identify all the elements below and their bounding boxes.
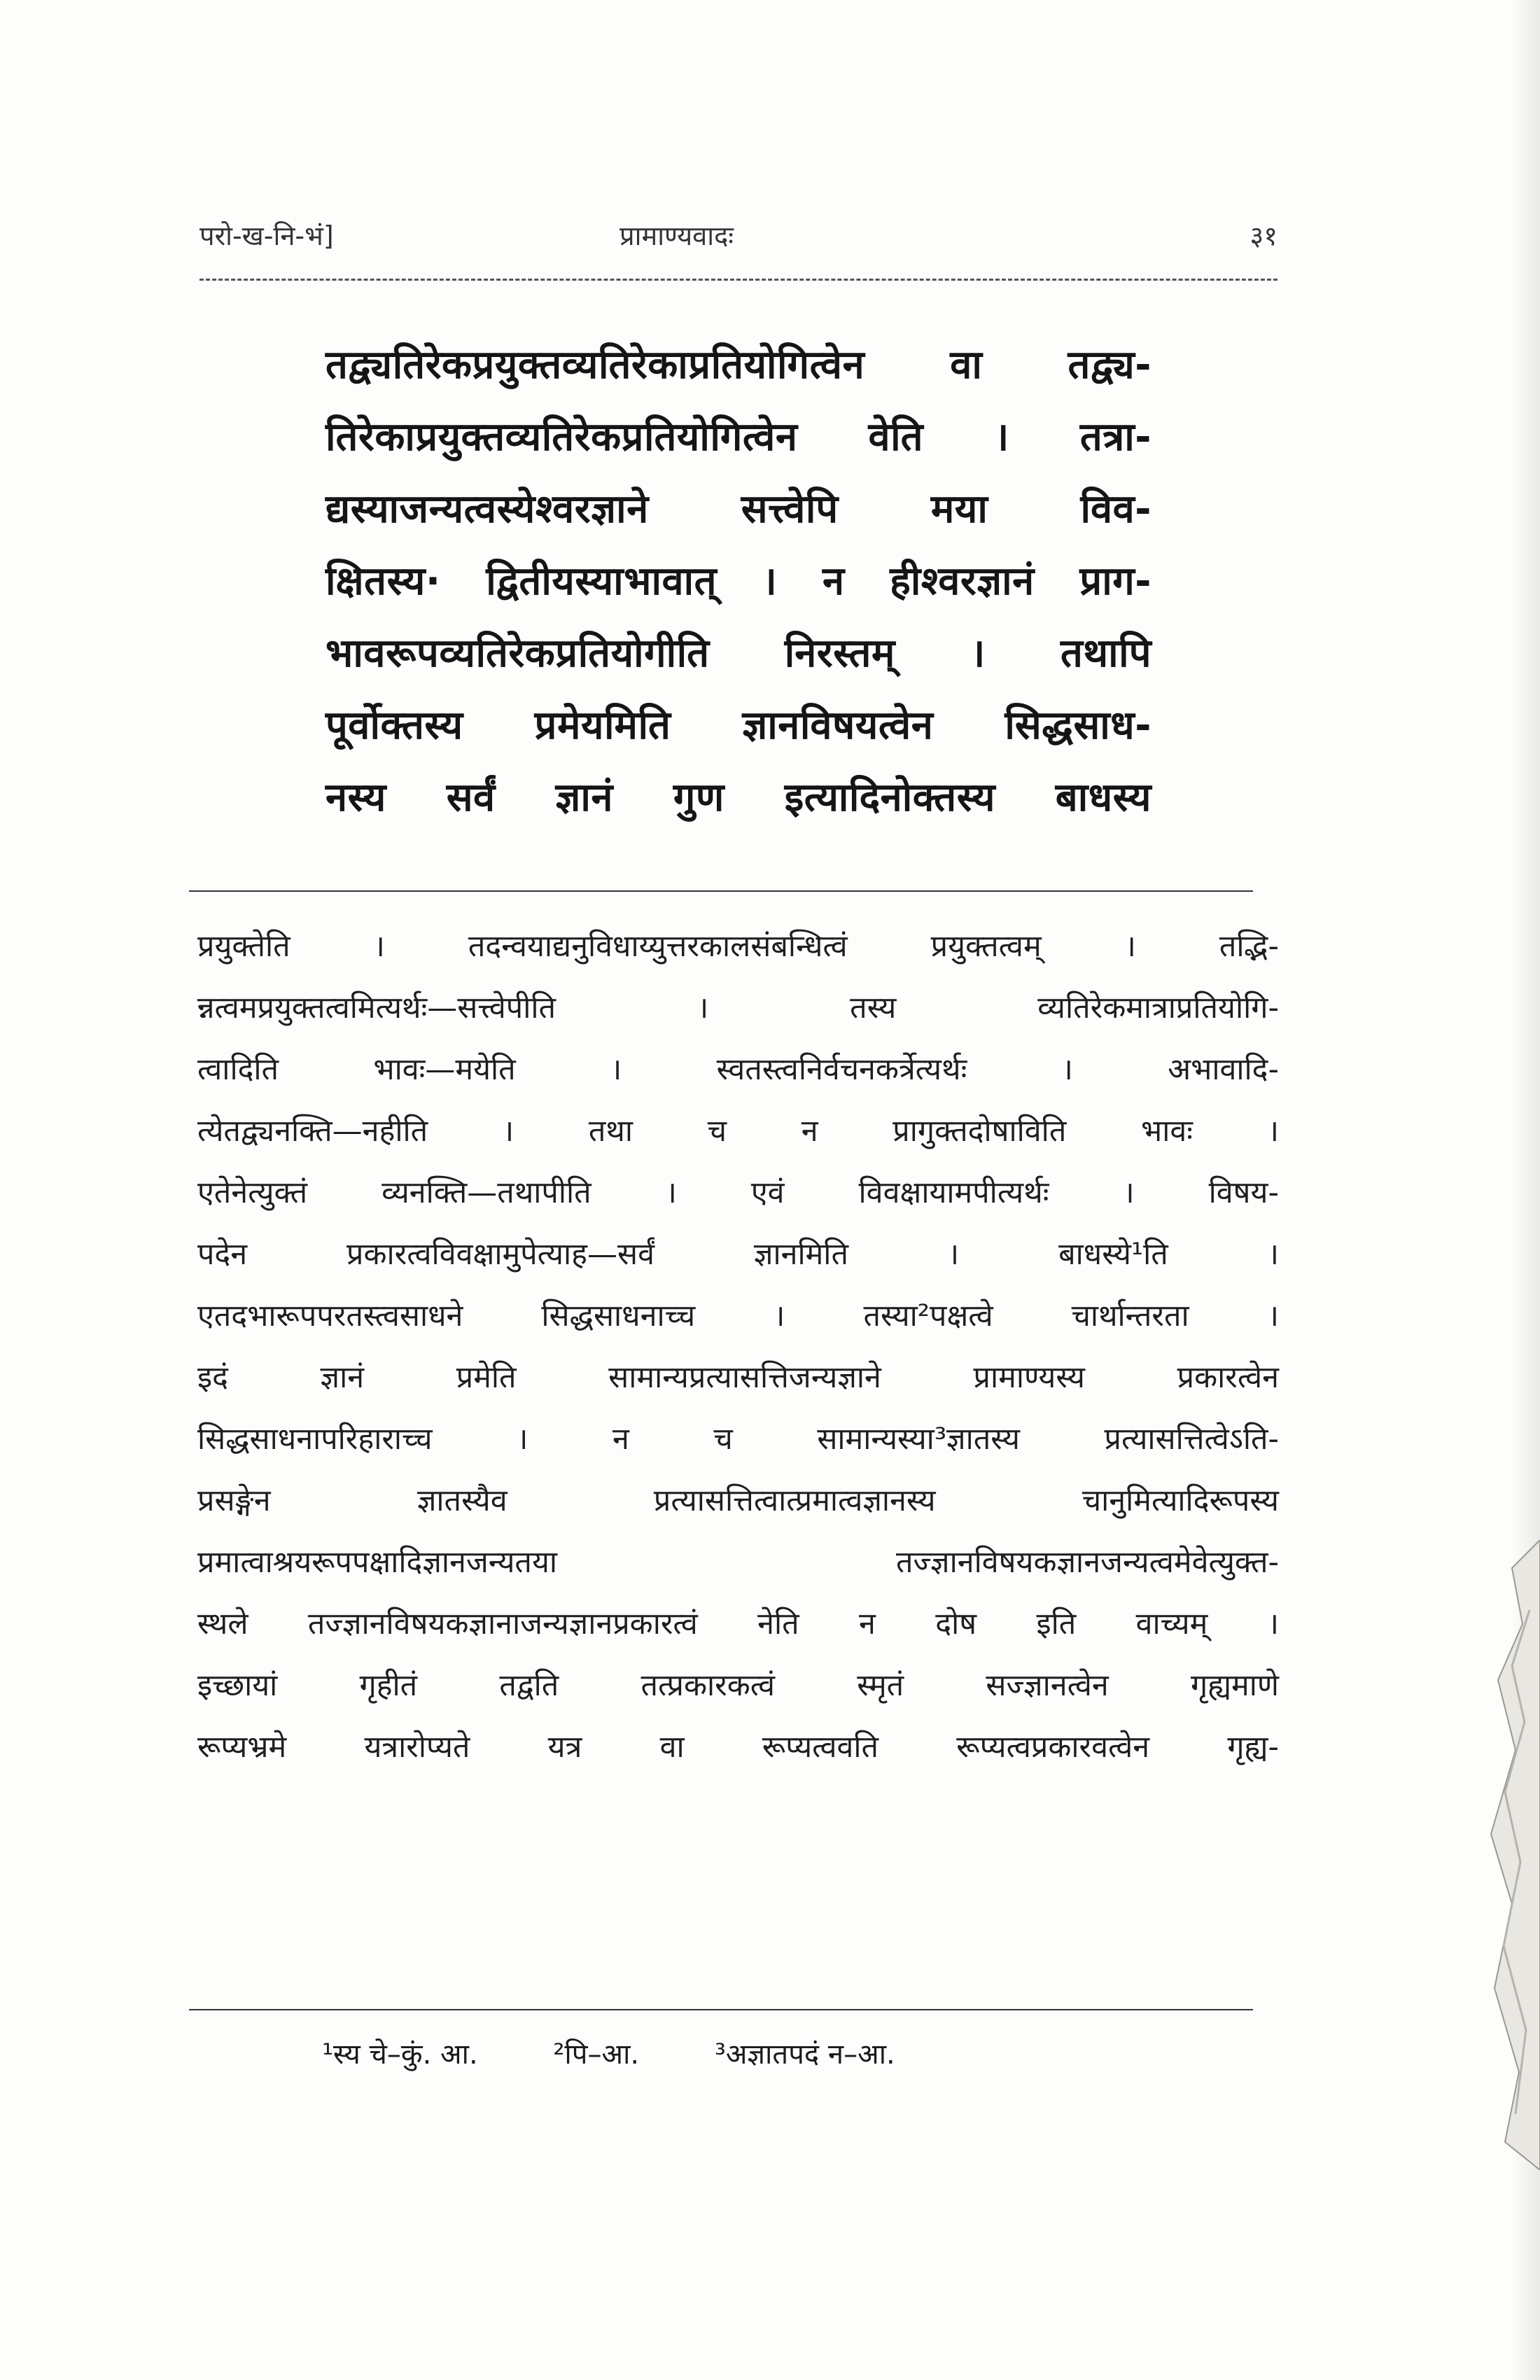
commentary-line: स्थले तज्ज्ञानविषयकज्ञानाजन्यज्ञानप्रकारत्वं नेति न दोष इति वाच्यम् । (197, 1606, 1279, 1642)
main-text-line: तिरेकाप्रयुक्तव्यतिरेकप्रतियोगित्वेन वेति । तत्रा- (326, 414, 1152, 460)
footnote-3: ³अज्ञातपदं न–आ. (714, 2038, 895, 2071)
commentary-line: त्येतद्व्यनक्ति—नहीति । तथा च न प्रागुक्तदोषाविति भावः । (197, 1114, 1279, 1149)
commentary-line: एतदभारूपपरतस्त्वसाधने सिद्धसाधनाच्च । तस्या²पक्षत्वे चार्थान्तरता । (197, 1298, 1279, 1334)
main-text-line: तद्व्यतिरेकप्रयुक्तव्यतिरेकाप्रतियोगित्वेन वा तद्व्य- (326, 342, 1152, 388)
running-header (200, 210, 1278, 266)
header-divider (200, 279, 1278, 281)
commentary-line: न्नत्वमप्रयुक्तत्वमित्यर्थः—सत्त्वेपीति । तस्य व्यतिरेकमात्राप्रतियोगि- (197, 990, 1279, 1026)
commentary-line: रूप्यभ्रमे यत्रारोप्यते यत्र वा रूप्यत्ववति रूप्यत्वप्रकारवत्वेन गृह्य- (197, 1730, 1279, 1765)
commentary-line: एतेनेत्युक्तं व्यनक्ति—तथापीति । एवं विवक्षायामपीत्यर्थः । विषय- (197, 1175, 1279, 1210)
header-title: प्रामाण्यवादः (620, 220, 734, 251)
commentary-line: सिद्धसाधनापरिहाराच्च । न च सामान्यस्या³ज्ञातस्य प्रत्यासत्तित्वेऽति- (197, 1422, 1279, 1457)
main-text-line: क्षितस्य· द्वितीयस्याभावात् । न हीश्वरज्ञानं प्राग- (326, 559, 1152, 604)
main-text-line: पूर्वोक्तस्य प्रमेयमिति ज्ञानविषयत्वेन सिद्धसाध- (326, 703, 1152, 748)
header-left: परो-ख-नि-भं] (200, 220, 334, 251)
commentary-block (197, 916, 1279, 1778)
commentary-line: प्रयुक्तेति । तदन्वयाद्यनुविधाय्युत्तरकालसंबन्धित्वं प्रयुक्तत्वम् । तद्भि- (197, 929, 1279, 964)
page-number: ३१ (1250, 220, 1278, 251)
footnote-divider (189, 2009, 1253, 2010)
main-text-line: द्यस्याजन्यत्वस्येश्वरज्ञाने सत्त्वेपि मया विव- (326, 486, 1152, 532)
commentary-divider (189, 890, 1253, 892)
torn-page-edge (1463, 1540, 1540, 2170)
footnotes (322, 2026, 1232, 2082)
commentary-line: प्रसङ्गेन ज्ञातस्यैव प्रत्यासत्तित्वात्प्रमात्वज्ञानस्य चानुमित्यादिरूपस्य (197, 1483, 1279, 1518)
main-text-line: नस्य सर्वं ज्ञानं गुण इत्यादिनोक्तस्य बाधस्य (326, 775, 1152, 820)
commentary-line: इदं ज्ञानं प्रमेति सामान्यप्रत्यासत्तिजन्यज्ञाने प्रामाण्यस्य प्रकारत्वेन (197, 1360, 1279, 1395)
commentary-line: इच्छायां गृहीतं तद्वति तत्प्रकारकत्वं स्मृतं सज्ज्ञानत्वेन गृह्यमाणे (197, 1668, 1279, 1703)
footnote-1: ¹स्य चे–कुं. आ. (322, 2038, 478, 2071)
commentary-line: प्रमात्वाश्रयरूपपक्षादिज्ञानजन्यतया तज्ज्ञानविषयकज्ञानजन्यत्वमेवेत्युक्त- (197, 1545, 1279, 1580)
main-text-line: भावरूपव्यतिरेकप्रतियोगीति निरस्तम् । तथापि (326, 631, 1152, 676)
commentary-line: त्वादिति भावः—मयेति । स्वतस्त्वनिर्वचनकर्त्रेत्यर्थः । अभावादि- (197, 1052, 1279, 1087)
footnote-2: ²पि–आ. (553, 2038, 640, 2071)
commentary-line: पदेन प्रकारत्वविवक्षामुपेत्याह—सर्वं ज्ञानमिति । बाधस्ये¹ति । (197, 1237, 1279, 1272)
main-text-block (326, 329, 1152, 834)
